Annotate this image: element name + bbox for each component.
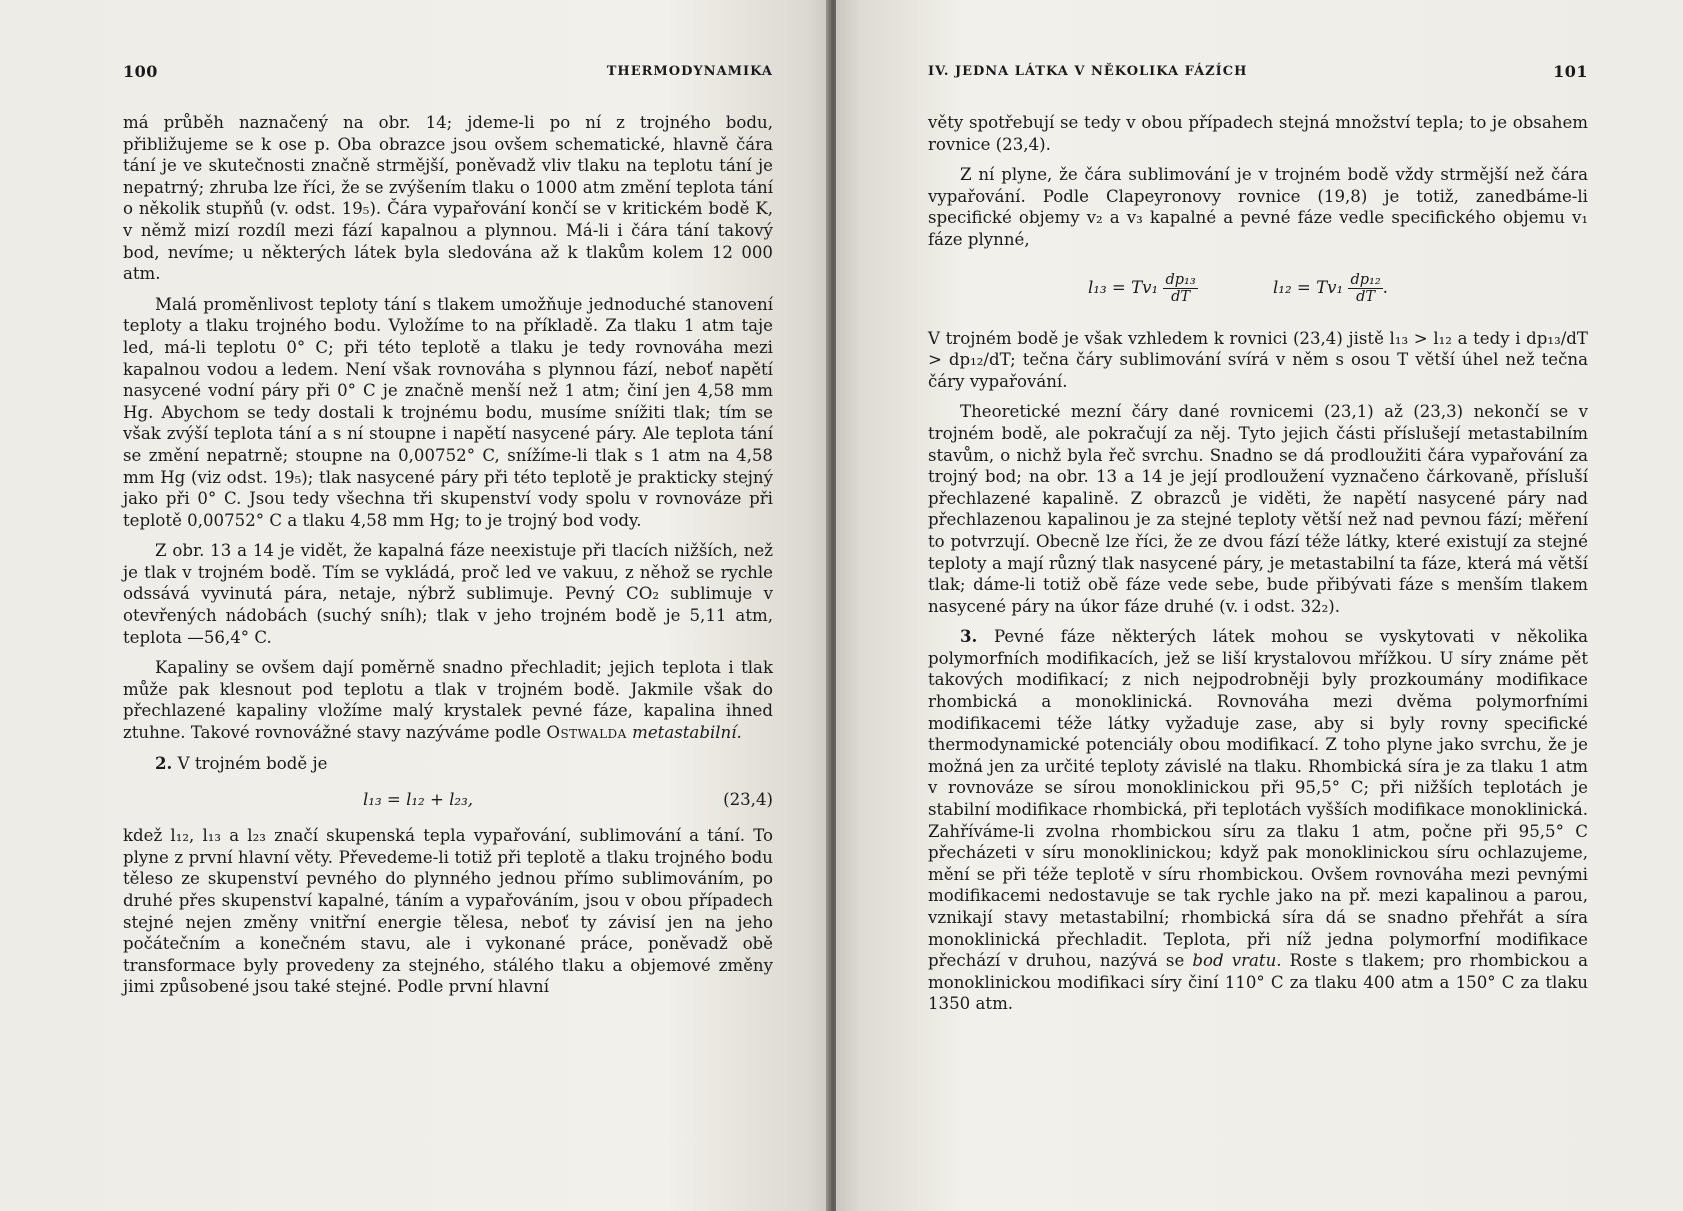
section-3-text: Pevné fáze některých látek mohou se vyskytovati v několika polymorfních modifikacích, jež se liší krystalovou mřížkou. U síry známe pět takových modifikací; z nich nejpodrobněji byly prozkoumány modifikace rhombická a monoklinická. Rovnováha mezi dvěma polymorfními modifikacemi téže látky vyžaduje zase, aby si byly rovny specifické thermodynamické potenciály obou modifikací. Z toho plyne jako svrchu, že je možná jen za určité teploty závislé na tlaku. Rhombická síra je za tlaku 1 atm v rovnováze se sírou monoklinickou při 95,5° C; při nižších teplotách je stabilní modifikace rhombická, při teplotách vyšších modifikace monoklinická. Zahříváme-li zvolna rhombickou síru za tlaku 1 atm, počne při 95,5° C přecházeti v síru monoklinickou; když pak monoklinickou síru ochlazujeme, mění se při téže teplotě v síru rhombickou. Ovšem rovnováha mezi pevnými modifikacemi nedostavuje se tak rychle jako na př. mezi kapalinou a parou, vznikají stavy metastabilní; rhombická síra dá se snadno přehřát a síra monoklinická přechladit. Teplota, při níž jedna polymorfní modifikace přechází v druhou, nazývá se (928, 627, 1589, 971)
equation-l13-fraction (1163, 272, 1197, 305)
equation-l13-numerator: dp₁₃ (1165, 271, 1196, 288)
equation-l12-fraction (1348, 272, 1382, 305)
section-3-text-end: Roste s tlakem; pro rhombickou a monoklinickou modifikaci síry činí 110° C za tlaku 400 atm a 150° C za tlaku 1350 atm. (928, 951, 1589, 1014)
equation-l13 (1088, 272, 1198, 305)
equation-l12-lhs: l₁₂ = Tv₁ (1273, 277, 1344, 297)
left-paragraph-after-equation: kdež l₁₂, l₁₃ a l₂₃ značí skupenská tepla vypařování, sublimování a tání. To plyne z první hlavní věty. Převedeme-li totiž při teplotě a tlaku trojného bodu těleso ze skupenství pevného do plynného jednou přímo sublimováním, po druhé přes skupenství kapalné, táním a vypařováním, jsou v obou případech stejné nejen změny vnitřní energie tělesa, neboť ty závisí jen na jeho počátečním a konečném stavu, ale i vykonané práce, poněvadž obě transformace byly provedeny za stejného, stálého tlaku a objemové změny jimi způsobené jsou také stejné. Podle první hlavní (123, 826, 773, 997)
equation-l13-lhs: l₁₃ = Tv₁ (1088, 277, 1159, 297)
equation-23-4 (123, 783, 773, 817)
clapeyron-equations (928, 260, 1588, 316)
equation-l12-denominator: dT (1356, 288, 1376, 305)
section-3-paragraph (928, 626, 1588, 1015)
metastable-term: metastabilní. (632, 723, 742, 743)
right-page (836, 0, 1683, 1211)
equation-23-4-number: (23,4) (723, 790, 773, 810)
section-3-number: 3. (960, 626, 978, 647)
equation-l13-denominator: dT (1171, 288, 1191, 305)
left-paragraph-4 (123, 657, 773, 743)
right-running-title: IV. JEDNA LÁTKA V NĚKOLIKA FÁZÍCH (928, 64, 1248, 79)
right-page-header (928, 62, 1588, 88)
right-paragraph-4: Theoretické mezní čáry dané rovnicemi (23,1) až (23,3) nekončí se v trojném bodě, ale pokračují za něj. Tyto jejich části příslušejí metastabilním stavům, o nichž byla řeč svrchu. Snadno se dá prodloužiti čára vypařování za trojný bod; na obr. 13 a 14 je její prodloužení vyznačeno čárkovaně, přísluší přechlazené kapalině. Z obrazců je viděti, že napětí nasycené páry nad přechlazenou kapalinou je za stejné teploty větší než nad pevnou fází; měření to potvrzují. Obecně lze říci, že ze dvou fází téže látky, které existují za stejné teploty a mají různý tlak nasycené páry, je metastabilní ta fáze, která má větší tlak; dáme-li totiž obě fáze vede sebe, bude přibývati fáze s menším tlakem nasycené páry na úkor fáze druhé (v. i odst. 32₂). (928, 402, 1588, 616)
right-paragraph-3: V trojném bodě je však vzhledem k rovnici (23,4) jistě l₁₃ > l₁₂ a tedy i dp₁₃/dT > dp₁₂/dT; tečna čáry sublimování svírá v něm s osou T větší úhel než tečna čáry vypařování. (928, 328, 1588, 391)
left-paragraph-2: Malá proměnlivost teploty tání s tlakem umožňuje jednoduché stanovení teploty a tlaku trojného bodu. Vyložíme to na příkladě. Za tlaku 1 atm taje led, má-li teplotu 0° C; při této teplotě a tlaku je tedy rovnováha mezi kapalnou vodou a ledem. Není však rovnováha s plynnou fází, neboť napětí nasycené vodní páry při 0° C je značně menší než 1 atm; činí jen 4,58 mm Hg. Abychom se tedy dostali k trojnému bodu, musíme snížiti tlak; tím se však zvýší teplota tání a s ní stoupne i napětí nasycené páry. Ale teplota tání se změní nepatrně; stoupne na 0,00752° C, snížíme-li tlak s 1 atm na 4,58 mm Hg (viz odst. 19₅); tlak nasycené páry při této teplotě je prakticky stejný jako při 0° C. Jsou tedy všechna tři skupenství vody spolu v rovnováze při teplotě 0,00752° C a tlaku 4,58 mm Hg; to je trojný bod vody. (123, 294, 773, 530)
section-2-number: 2. (155, 752, 173, 773)
section-2-intro (123, 753, 773, 775)
left-paragraph-4-text: Kapaliny se ovšem dají poměrně snadno přechladit; jejich teplota i tlak může pak klesnout pod teplotu a tlak v trojném bodě. Jakmile však do přechlazené kapaliny vložíme malý krystalek pevné fáze, kapalina ihned ztuhne. Takové rovnovážné stavy nazýváme podle (123, 658, 773, 743)
right-page-body (928, 112, 1588, 1024)
equation-l12-end: . (1382, 277, 1388, 297)
right-paragraph-2: Z ní plyne, že čára sublimování je v trojném bodě vždy strmější než čára vypařování. Podle Clapeyronovy rovnice (19,8) je totiž, zanedbáme-li specifické objemy v₂ a v₃ kapalné a pevné fáze vedle specifického objemu v₁ fáze plynné, (928, 165, 1588, 249)
right-paragraph-1: věty spotřebují se tedy v obou případech stejná množství tepla; to je obsahem rovnice (23,4). (928, 113, 1588, 154)
left-paragraph-3: Z obr. 13 a 14 je vidět, že kapalná fáze neexistuje při tlacích nižších, než je tlak v trojném bodě. Tím se vykládá, proč led ve vakuu, z něhož se rychle odssává vyvinutá pára, netaje, nýbrž sublimuje. Pevný CO₂ sublimuje v otevřených nádobách (suchý sníh); tlak v jeho trojném bodě je 5,11 atm, teplota —56,4° C. (123, 541, 773, 647)
left-page (0, 0, 832, 1211)
left-page-header (123, 62, 773, 88)
ostwald-name: Ostwalda (546, 723, 627, 743)
equation-l12 (1273, 272, 1388, 305)
bod-vratu-term: bod vratu. (1192, 951, 1282, 971)
equation-l12-numerator: dp₁₂ (1350, 271, 1381, 288)
left-page-number: 100 (123, 62, 158, 81)
left-running-title: THERMODYNAMIKA (606, 64, 773, 79)
section-2-intro-text: V trojném bodě je (177, 753, 328, 773)
right-page-number: 101 (1553, 62, 1588, 81)
left-paragraph-1: má průběh naznačený na obr. 14; jdeme-li po ní z trojného bodu, přibližujeme se k ose p. Oba obrazce jsou ovšem schematické, hlavně čára tání je ve skutečnosti značně strmější, poněvadž vliv tlaku na teplotu tání je nepatrný; zhruba lze říci, že se zvýšením tlaku o 1000 atm změní teplota tání o několik stupňů (v. odst. 19₅). Čára vypařování končí se v kritickém bodě K, v němž mizí rozdíl mezi fází kapalnou a plynnou. Má-li i čára tání takový bod, nevíme; u některých látek byla sledována až k tlakům kolem 12 000 atm. (123, 113, 773, 284)
left-page-body (123, 112, 773, 1007)
equation-23-4-expression: l₁₃ = l₁₂ + l₂₃, (363, 790, 474, 810)
